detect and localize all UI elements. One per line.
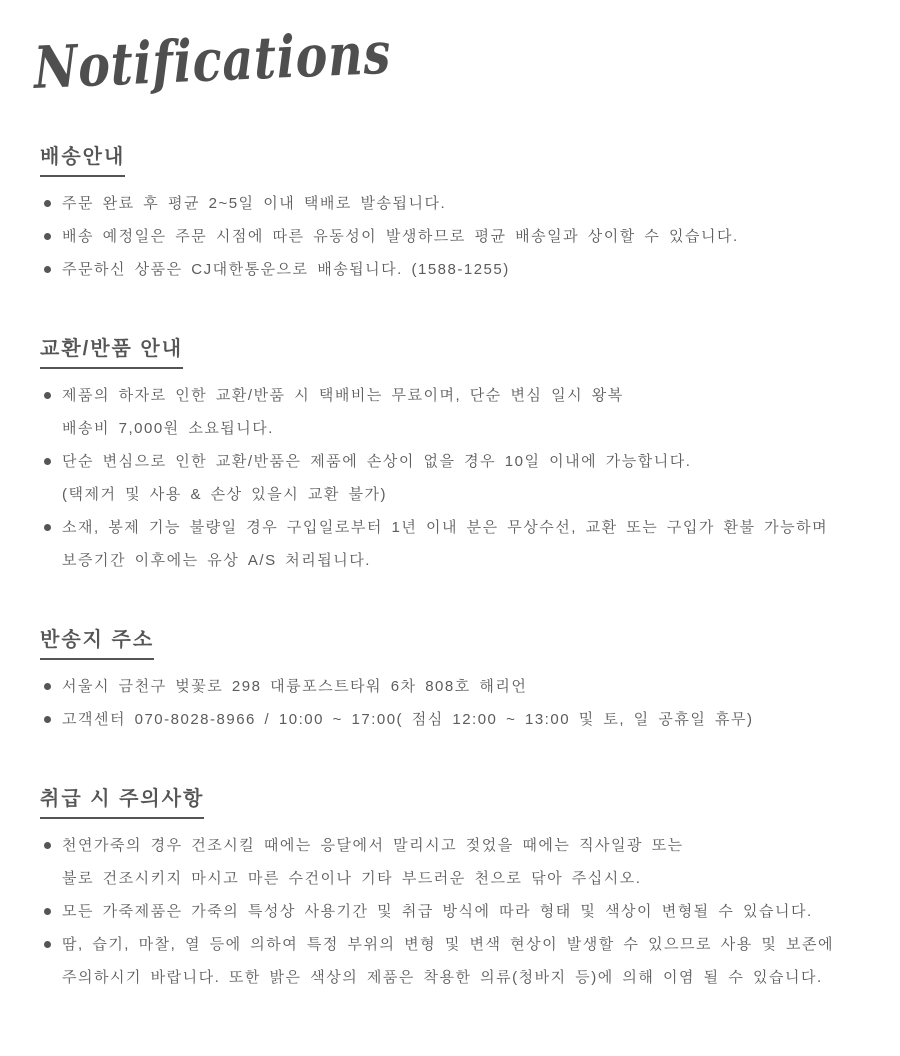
list-item bbox=[40, 511, 880, 577]
list-item bbox=[40, 445, 880, 511]
item-text: 배송 예정일은 주문 시점에 따른 유동성이 발생하므로 평균 배송일과 상이할 수 있습니다. bbox=[62, 228, 739, 245]
list-item bbox=[40, 670, 880, 703]
list-item bbox=[40, 379, 880, 445]
item-text: 단순 변심으로 인한 교환/반품은 제품에 손상이 없을 경우 10일 이내에 가능합니다. bbox=[62, 453, 692, 470]
list-item bbox=[40, 703, 880, 736]
bullet-list-handling-precautions bbox=[40, 829, 880, 994]
notice-content bbox=[40, 140, 880, 994]
section-exchange-return bbox=[40, 332, 880, 577]
item-text: 소재, 봉제 기능 불량일 경우 구입일로부터 1년 이내 분은 무상수선, 교환 또는 구입가 환불 가능하며 bbox=[62, 519, 829, 536]
list-item bbox=[40, 928, 880, 994]
item-text: 천연가죽의 경우 건조시킬 때에는 응달에서 말리시고 젖었을 때에는 직사일광 또는 bbox=[62, 837, 684, 854]
item-text: 땀, 습기, 마찰, 열 등에 의하여 특정 부위의 변형 및 변색 현상이 발생할 수 있으므로 사용 및 보존에 bbox=[62, 936, 834, 953]
item-text: 서울시 금천구 벚꽃로 298 대륭포스트타워 6차 808호 해리언 bbox=[62, 678, 528, 695]
list-item bbox=[40, 220, 880, 253]
list-item bbox=[40, 253, 880, 286]
bullet-list-shipping bbox=[40, 187, 880, 286]
bullet-list-return-address bbox=[40, 670, 880, 736]
section-return-address bbox=[40, 623, 880, 736]
section-title-return-address: 반송지 주소 bbox=[40, 623, 154, 660]
item-text-continuation: 불로 건조시키지 마시고 마른 수건이나 기타 부드러운 천으로 닦아 주십시오. bbox=[62, 870, 642, 887]
item-text: 고객센터 070-8028-8966 / 10:00 ~ 17:00( 점심 12:00 ~ 13:00 및 토, 일 공휴일 휴무) bbox=[62, 711, 754, 728]
item-text-continuation: 보증기간 이후에는 유상 A/S 처리됩니다. bbox=[62, 552, 371, 569]
list-item bbox=[40, 829, 880, 895]
section-handling-precautions bbox=[40, 782, 880, 994]
bullet-list-exchange-return bbox=[40, 379, 880, 577]
page-title-script: Notifications bbox=[32, 18, 392, 102]
item-text-continuation: (택제거 및 사용 & 손상 있을시 교환 불가) bbox=[62, 486, 388, 503]
item-text: 모든 가죽제품은 가죽의 특성상 사용기간 및 취급 방식에 따라 형태 및 색상이 변형될 수 있습니다. bbox=[62, 903, 813, 920]
section-title-exchange-return: 교환/반품 안내 bbox=[40, 332, 183, 369]
item-text-continuation: 배송비 7,000원 소요됩니다. bbox=[62, 420, 274, 437]
item-text: 제품의 하자로 인한 교환/반품 시 택배비는 무료이며, 단순 변심 일시 왕복 bbox=[62, 387, 624, 404]
section-shipping-info bbox=[40, 140, 880, 286]
section-title-handling-precautions: 취급 시 주의사항 bbox=[40, 782, 204, 819]
list-item bbox=[40, 187, 880, 220]
item-text: 주문하신 상품은 CJ대한통운으로 배송됩니다. (1588-1255) bbox=[62, 261, 510, 278]
item-text-continuation: 주의하시기 바랍니다. 또한 밝은 색상의 제품은 착용한 의류(청바지 등)에 의해 이염 될 수 있습니다. bbox=[62, 969, 823, 986]
section-title-shipping: 배송안내 bbox=[40, 140, 125, 177]
item-text: 주문 완료 후 평균 2~5일 이내 택배로 발송됩니다. bbox=[62, 195, 447, 212]
list-item bbox=[40, 895, 880, 928]
